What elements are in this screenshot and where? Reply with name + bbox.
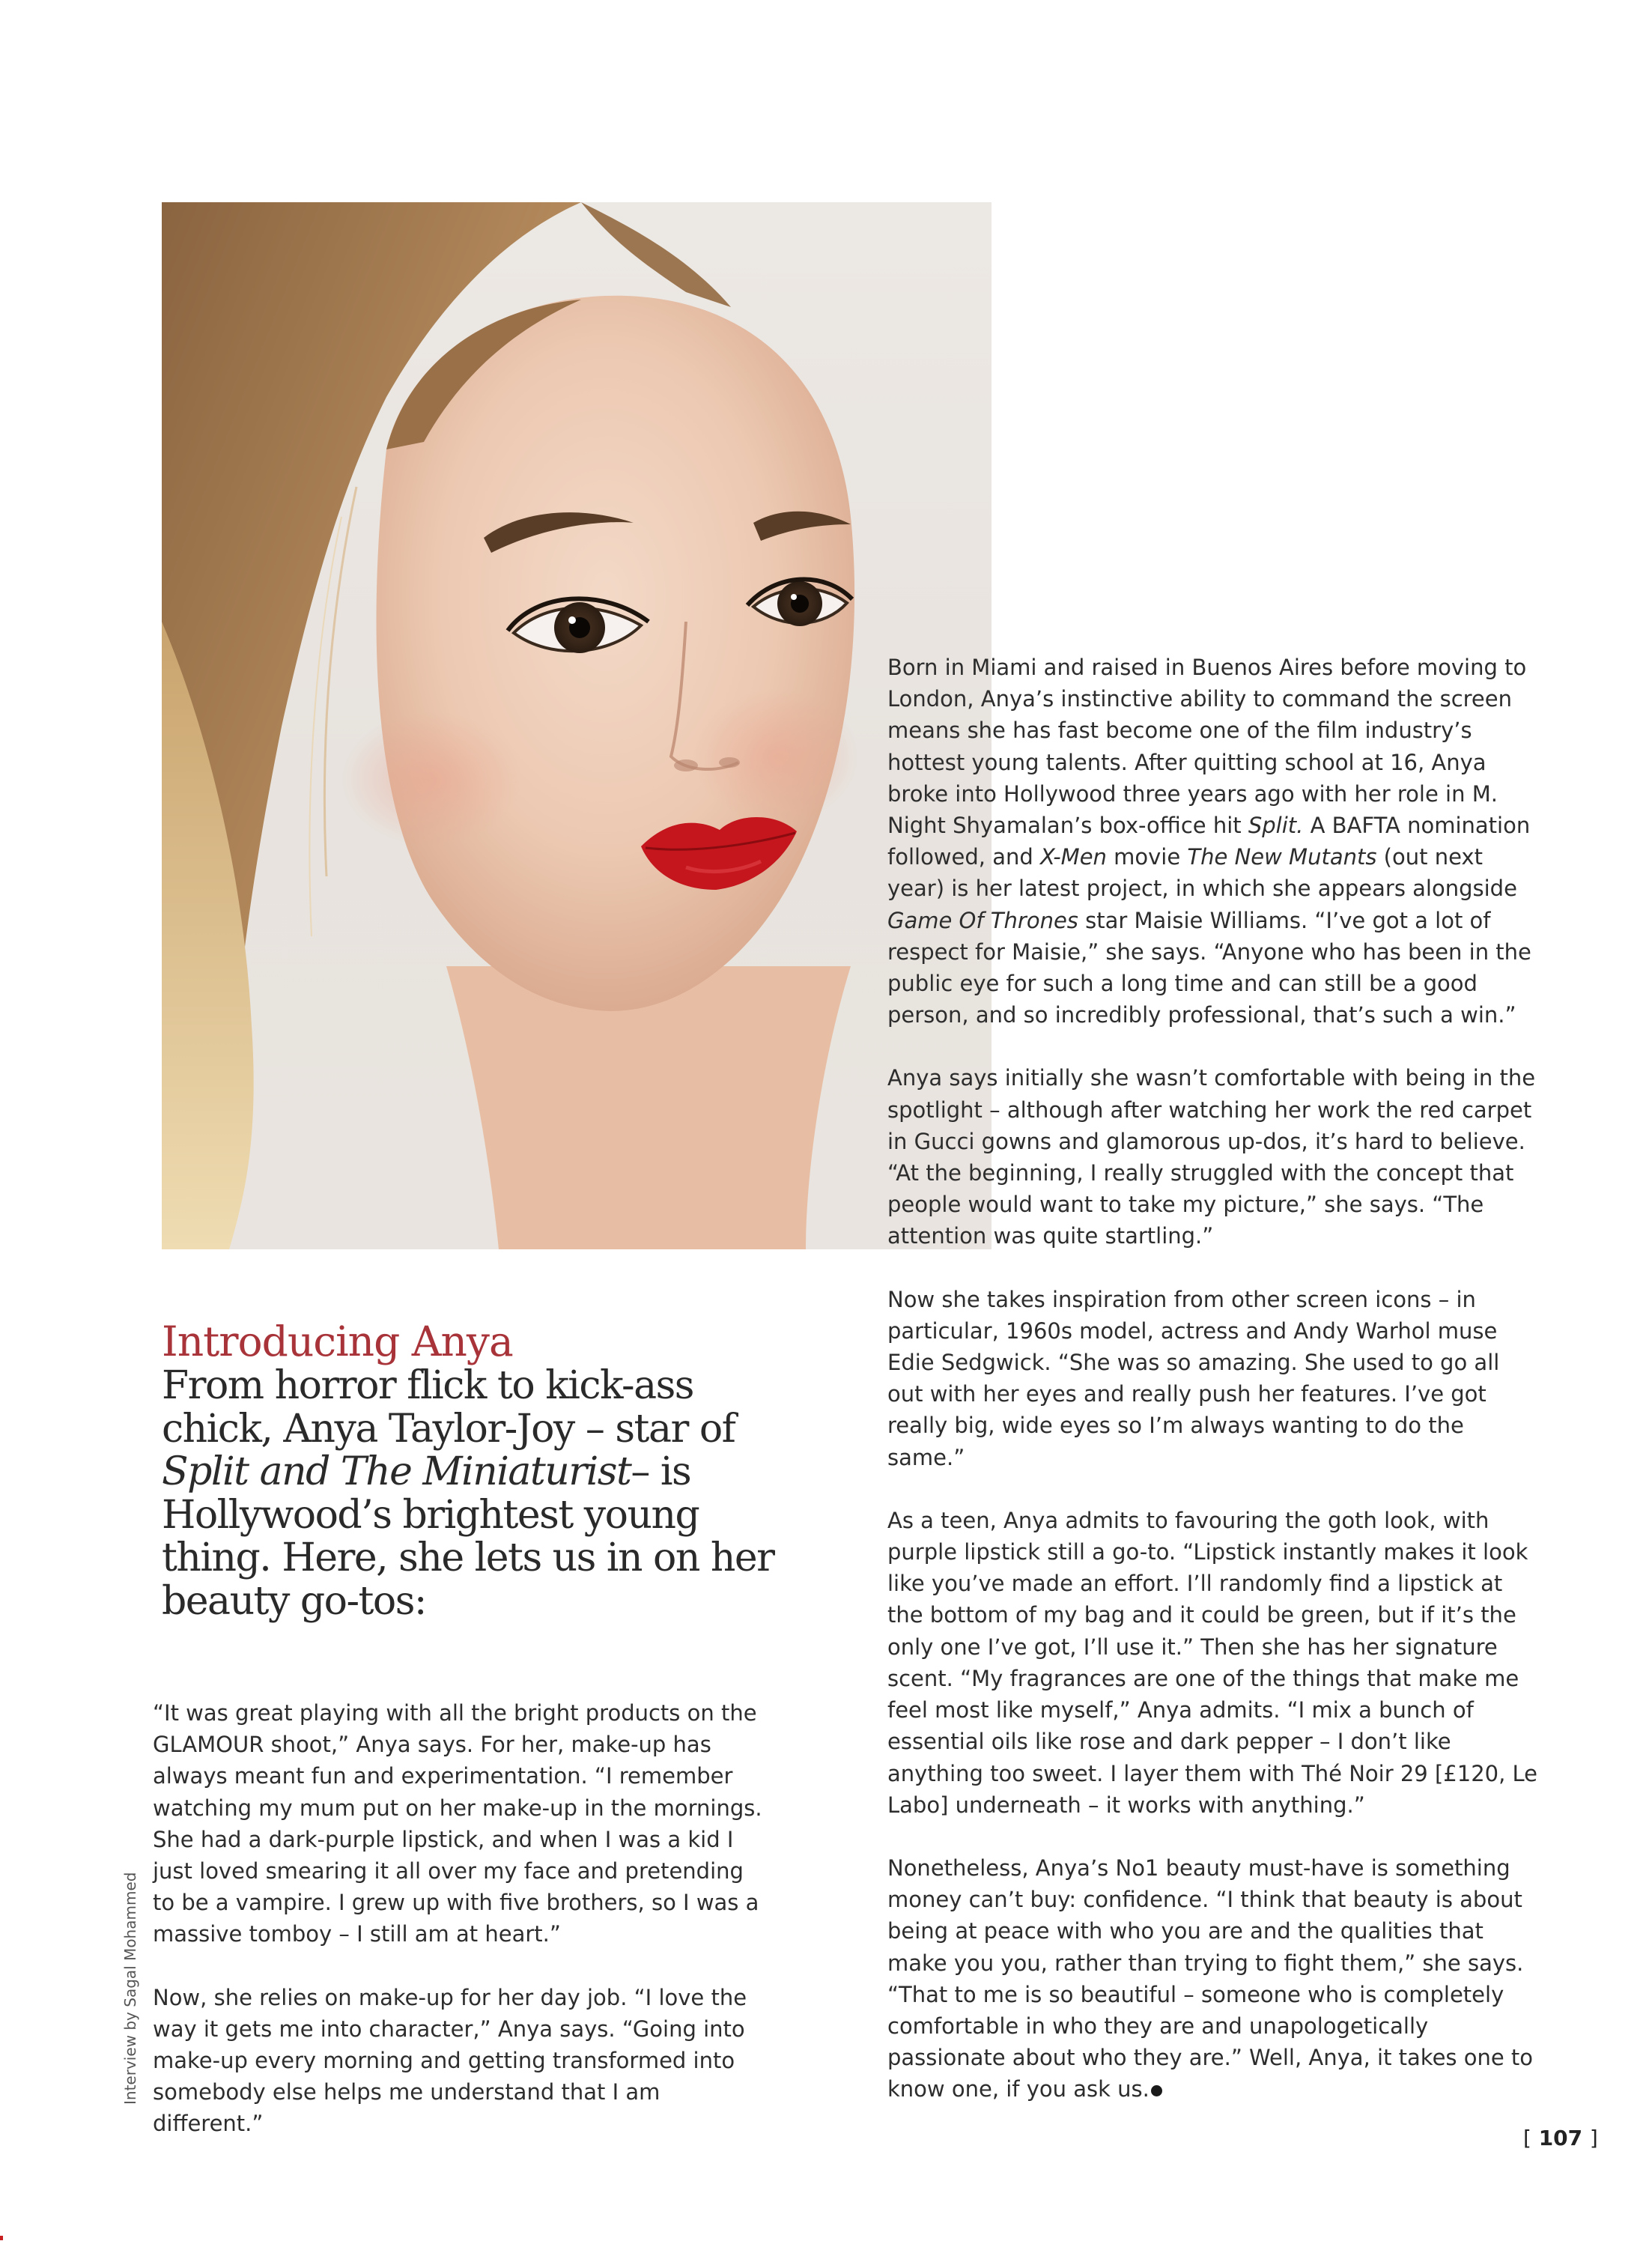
p1-film-split: Split.: [1248, 813, 1304, 839]
headline: [162, 1365, 806, 1623]
headline-and: and: [248, 1449, 341, 1494]
folio-number: 107: [1538, 2126, 1583, 2150]
page-number: [1523, 2126, 1598, 2150]
p1-text-a: Born in Miami and raised in Buenos Aires before moving to London, Anya’s instinctive ability to command the screen means she has fast become one of the film industry’s hottest young talents. After quitting school at 16, Anya broke into Hollywood three years ago with her role in M. Night Shyamalan’s box-office hit: [887, 655, 1527, 839]
headline-film-split: Split: [162, 1449, 249, 1494]
p1-text-b: A BAFTA nomination followed, and: [887, 813, 1531, 870]
headline-film-miniaturist: The Miniaturist: [340, 1449, 631, 1494]
right-paragraph-5: [887, 1852, 1539, 2105]
right-paragraph-1: [887, 652, 1539, 1031]
right-paragraph-3: Now she takes inspiration from other screen icons – in particular, 1960s model, actress and Andy Warhol muse Edie Sedgwick. “She was so amazing. She used to go all out with her eyes and really push her features. I’ve got really big, wide eyes so I’m always wanting to do the same.”: [887, 1286, 1500, 1470]
headline-part-b: – is Hollywood’s brightest young thing. Here, she lets us in on her beauty go-tos:: [162, 1449, 774, 1624]
p1-text-e: star Maisie Williams. “I’ve got a lot of respect for Maisie,” she says. “Anyone who has been in the public eye for such a long time and can still be a good person, and so incredibly professional, that’s such a win.”: [887, 907, 1531, 1028]
left-body-column: [153, 1697, 767, 2171]
interview-credit: Interview by Sagal Mohammed: [121, 1872, 139, 2105]
right-paragraph-4: As a teen, Anya admits to favouring the goth look, with purple lipstick still a go-to. “Lipstick instantly makes it look like you’ve made an effort. I’ll randomly find a lipstick at the bottom of my bag and it could be green, but if it’s the only one I’ve got, I’ll use it.” Then she has her signature scent. “My fragrances are one of the things that make me feel most like myself,” Anya admits. “I mix a bunch of essential oils like rose and dark pepper – I don’t like anything too sweet. I layer them with Thé Noir 29 [£120, Le Labo] underneath – it works with anything.”: [887, 1507, 1538, 1818]
folio-close-bracket: ]: [1589, 2126, 1598, 2150]
p1-show-got: Game Of Thrones: [887, 907, 1078, 933]
folio-open-bracket: [: [1523, 2126, 1531, 2150]
headline-part-a: From horror flick to kick-ass chick, Anya Taylor-Joy – star of: [162, 1363, 735, 1452]
p1-film-xmen: X-Men: [1040, 844, 1107, 870]
crop-mark: [0, 2236, 3, 2240]
right-body-column: [887, 652, 1539, 2137]
right-paragraph-2: Anya says initially she wasn’t comfortable with being in the spotlight – although after watching her work the red carpet in Gucci gowns and glamorous up-dos, it’s hard to believe. “At the beginning, I really struggled with the concept that people would want to take my picture,” she says. “The attention was quite startling.”: [887, 1065, 1536, 1249]
left-paragraph-1: “It was great playing with all the bright products on the GLAMOUR shoot,” Anya says. For her, make-up has always meant fun and experimentation. “I remember watching my mum put on her make-up in the mornings. She had a dark-purple lipstick, and when I was a kid I just loved smearing it all over my face and pretending to be a vampire. I grew up with five brothers, so I was a massive tomboy – I still am at heart.”: [153, 1700, 762, 1947]
p5-text: Nonetheless, Anya’s No1 beauty must-have is something money can’t buy: confidence. “I think that beauty is about being at peace with who you are and the qualities that make you you, rather than trying to fight them,” she says. “That to me is so beautiful – someone who is completely comfortable in who they are and unapologetically passionate about who they are.” Well, Anya, it takes one to know one, if you ask us.: [887, 1855, 1534, 2102]
portrait-photo: [162, 202, 991, 1249]
portrait-illustration: [162, 202, 991, 1249]
end-mark-icon: [1151, 2085, 1162, 2096]
p1-film-new-mutants: The New Mutants: [1187, 844, 1377, 870]
p1-text-c: movie: [1106, 844, 1188, 870]
kicker-introducing-anya: Introducing Anya: [162, 1317, 513, 1365]
left-paragraph-2: Now, she relies on make-up for her day job. “I love the way it gets me into character,” Anya says. “Going into make-up every morning and getting transformed into somebody else helps me understand that I am different.”: [153, 1984, 747, 2137]
p1-text-d: (out next year) is her latest project, in which she appears alongside: [887, 844, 1517, 902]
